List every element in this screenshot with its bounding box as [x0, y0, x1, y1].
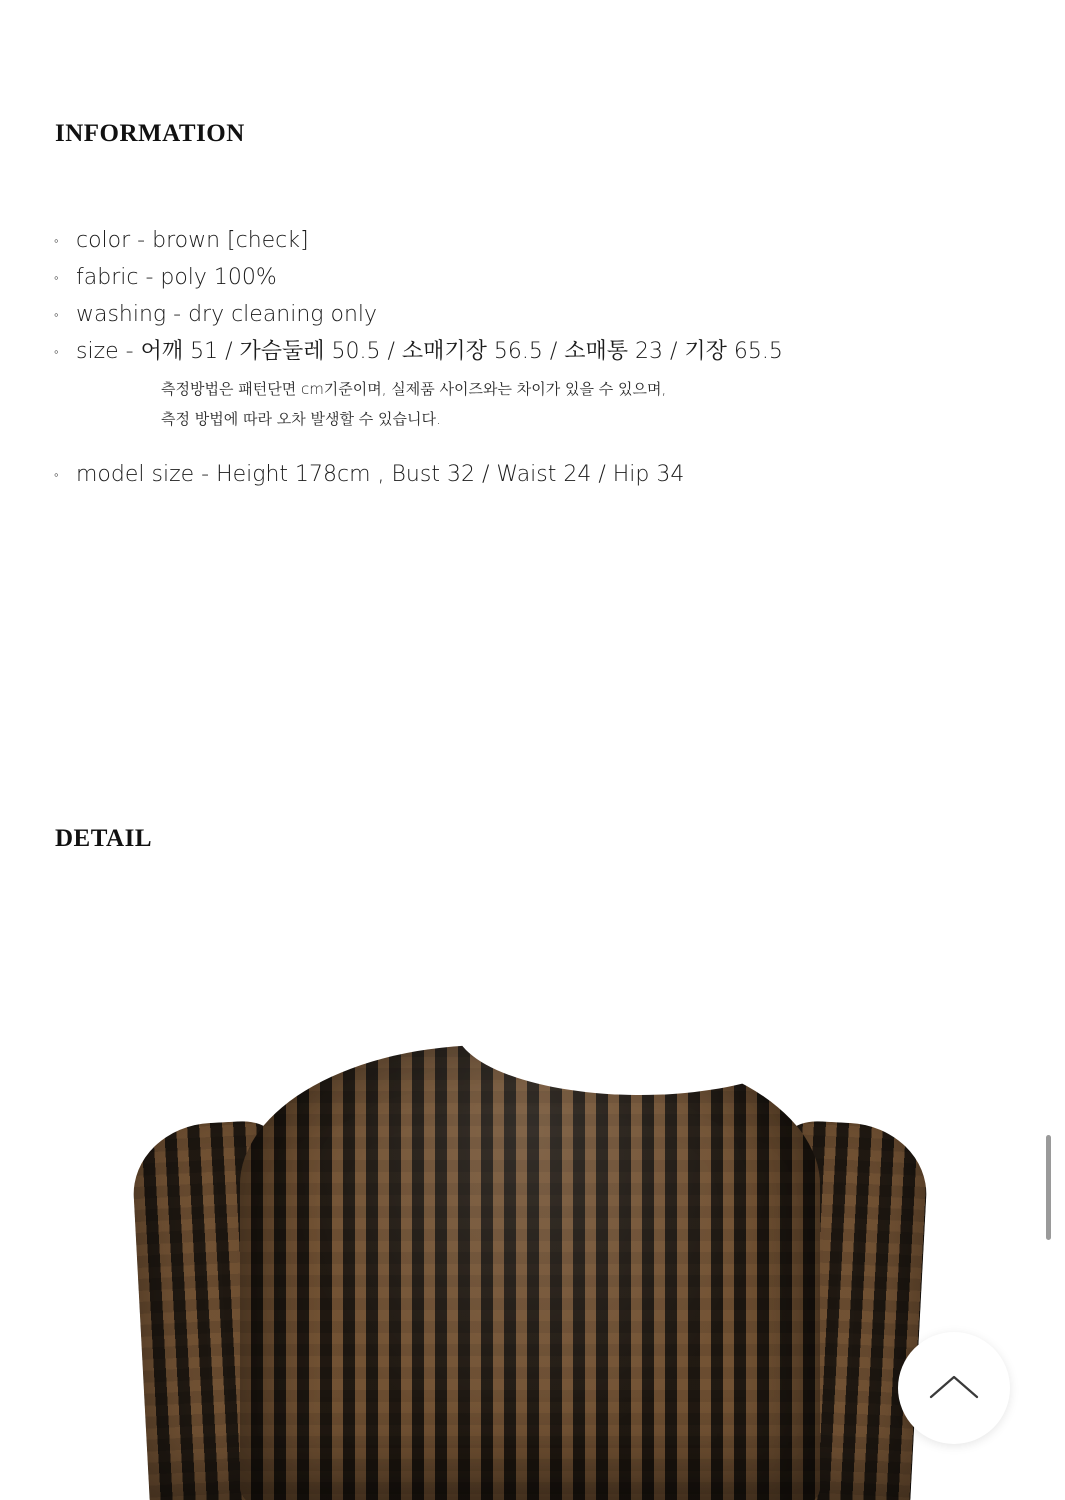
information-section-heading: INFORMATION — [55, 120, 245, 147]
bullet-icon: ◦ — [54, 271, 59, 286]
info-size-text: size - 어깨 51 / 가슴둘레 50.5 / 소매기장 56.5 / 소매통 23 / 기장 65.5 — [76, 339, 783, 364]
list-item — [52, 222, 952, 259]
garment-neckline — [455, 1015, 825, 1095]
detail-section-heading: DETAIL — [55, 825, 153, 852]
size-note-line-1: 측정방법은 패턴단면 cm기준이며, 실제품 사이즈와는 차이가 있을 수 있으며, — [161, 380, 667, 398]
garment-torso — [240, 1045, 820, 1500]
page-scrollbar-thumb[interactable] — [1046, 1135, 1051, 1240]
scroll-to-top-button[interactable] — [898, 1332, 1010, 1444]
list-item — [52, 259, 952, 296]
info-washing-text: washing - dry cleaning only — [76, 302, 378, 327]
list-item — [52, 456, 952, 493]
list-item — [52, 333, 952, 434]
bullet-icon: ◦ — [54, 468, 59, 483]
bullet-icon: ◦ — [54, 345, 59, 360]
size-measurement-note — [161, 374, 952, 434]
chevron-up-icon — [927, 1371, 981, 1405]
info-color-text: color - brown [check] — [76, 228, 309, 253]
bullet-icon: ◦ — [54, 308, 59, 323]
list-item — [52, 296, 952, 333]
garment-shading — [240, 1045, 820, 1500]
info-model-size-text: model size - Height 178cm , Bust 32 / Waist 24 / Hip 34 — [76, 462, 685, 487]
bullet-icon: ◦ — [54, 234, 59, 249]
garment-illustration — [130, 1045, 930, 1500]
information-list — [52, 222, 952, 493]
info-fabric-text: fabric - poly 100% — [76, 265, 277, 290]
size-note-line-2: 측정 방법에 따라 오차 발생할 수 있습니다. — [161, 410, 441, 428]
page-scrollbar-track[interactable] — [1049, 0, 1059, 1500]
